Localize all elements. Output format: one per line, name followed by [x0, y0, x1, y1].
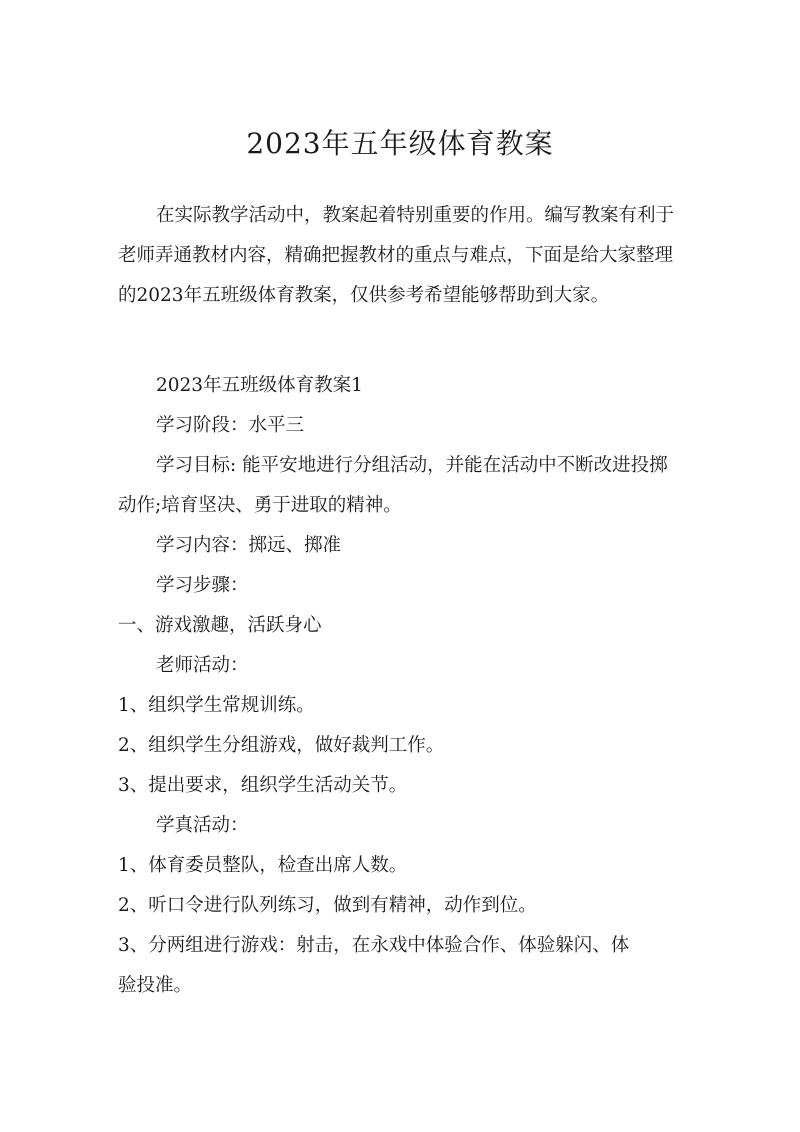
- body-line: 1、体育委员整队，检查出席人数。: [118, 855, 408, 876]
- lesson-plan-body: [118, 366, 698, 1006]
- intro-line: 在实际教学活动中，教案起着特别重要的作用。编写教案有利于: [156, 205, 675, 226]
- document-title: 2023年五年级体育教案: [246, 127, 554, 160]
- intro-line: 的2023年五班级体育教案，仅供参考希望能够帮助到大家。: [118, 285, 610, 306]
- intro-paragraph: [118, 196, 698, 316]
- body-line: 学习阶段：水平三: [156, 415, 305, 436]
- body-line: 学真活动：: [156, 815, 249, 836]
- body-line: 3、提出要求，组织学生活动关节。: [118, 775, 408, 796]
- body-line: 动作;培育坚决、勇于进取的精神。: [118, 495, 402, 516]
- body-line: 验投准。: [118, 975, 193, 996]
- body-line: 2、听口令进行队列练习，做到有精神，动作到位。: [118, 895, 537, 916]
- body-line: 3、分两组进行游戏：射击，在永戏中体验合作、体验躲闪、体: [118, 935, 630, 956]
- body-line: 2、组织学生分组游戏，做好裁判工作。: [118, 735, 445, 756]
- body-line: 老师活动：: [156, 655, 249, 676]
- body-line: 1、组织学生常规训练。: [118, 695, 315, 716]
- body-line: 一、游戏激趣，活跃身心: [118, 615, 322, 636]
- body-line: 学习目标: 能平安地进行分组活动，并能在活动中不断改进投掷: [156, 455, 668, 476]
- body-line: 学习内容：掷远、掷准: [156, 535, 342, 556]
- section-heading: 2023年五班级体育教案1: [156, 375, 363, 396]
- body-line: 学习步骤：: [156, 575, 249, 596]
- intro-line: 老师弄通教材内容，精确把握教材的重点与难点，下面是给大家整理: [118, 245, 674, 266]
